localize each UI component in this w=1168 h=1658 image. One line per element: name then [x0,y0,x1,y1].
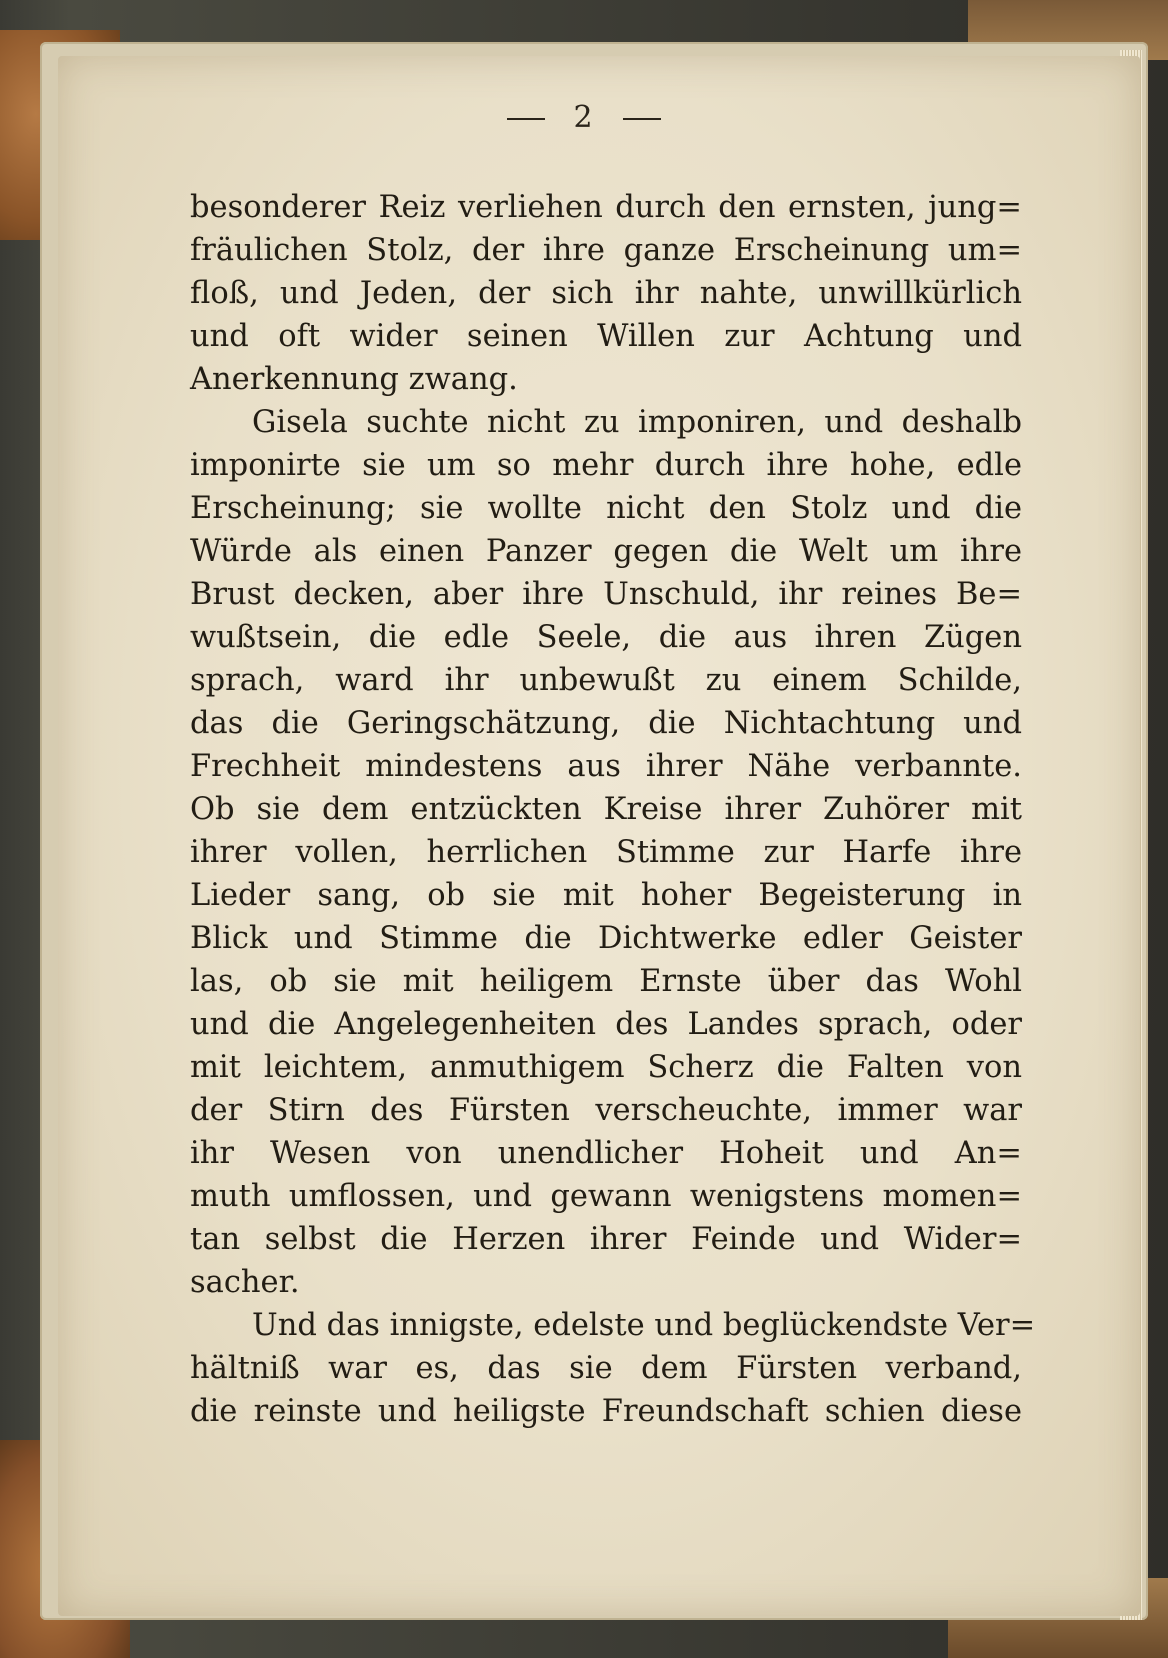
body-text [190,186,1036,1433]
text-line: ihr Wesen von unendlicher Hoheit und An= [190,1136,1022,1171]
page-number: 2 [573,100,595,135]
text-line: der Stirn des Fürsten verscheuchte, immer war [190,1093,1022,1128]
text-line: mit leichtem, anmuthigem Scherz die Falten von [190,1050,1022,1085]
text-line: die reinste und heiligste Freundschaft schien diese [190,1394,1022,1429]
text-line: Würde als einen Panzer gegen die Welt um ihre [190,534,1022,569]
text-line: Ob sie dem entzückten Kreise ihrer Zuhörer mit [190,792,1022,827]
dash-left [507,118,545,120]
text-line: sprach, ward ihr unbewußt zu einem Schilde, [190,663,1022,698]
text-line: Frechheit mindestens aus ihrer Nähe verbannte. [190,749,1022,784]
text-line: Anerkennung zwang. [190,362,518,397]
text-line: Und das innigste, edelste und beglückendste Ver= [252,1308,1036,1343]
text-line: sacher. [190,1265,300,1300]
text-line: floß, und Jeden, der sich ihr nahte, unwillkürlich [190,276,1022,311]
text-line: hältniß war es, das sie dem Fürsten verband, [190,1351,1022,1386]
text-line: las, ob sie mit heiligem Ernste über das Wohl [190,964,1022,999]
text-line: ihrer vollen, herrlichen Stimme zur Harfe ihre [190,835,1022,870]
text-line: Lieder sang, ob sie mit hoher Begeisterung in [190,878,1022,913]
text-line: Brust decken, aber ihre Unschuld, ihr reines Be= [190,577,1022,612]
text-line: und die Angelegenheiten des Landes sprach, oder [190,1007,1022,1042]
text-line: imponirte sie um so mehr durch ihre hohe, edle [190,448,1022,483]
dash-right [623,118,661,120]
text-line: muth umflossen, und gewann wenigstens momen= [190,1179,1022,1214]
text-line: Erscheinung; sie wollte nicht den Stolz und die [190,491,1022,526]
text-line: wußtsein, die edle Seele, die aus ihren Zügen [190,620,1022,655]
text-line: das die Geringschätzung, die Nichtachtung und [190,706,1022,741]
text-line: Blick und Stimme die Dichtwerke edler Geister [190,921,1022,956]
page-number-header [0,100,1168,135]
text-line: besonderer Reiz verliehen durch den ernsten, jung= [190,190,1022,225]
text-line: fräulichen Stolz, der ihre ganze Erscheinung um= [190,233,1022,268]
text-line: und oft wider seinen Willen zur Achtung und [190,319,1022,354]
text-line: tan selbst die Herzen ihrer Feinde und Wider= [190,1222,1022,1257]
text-line: Gisela suchte nicht zu imponiren, und deshalb [252,405,1022,440]
